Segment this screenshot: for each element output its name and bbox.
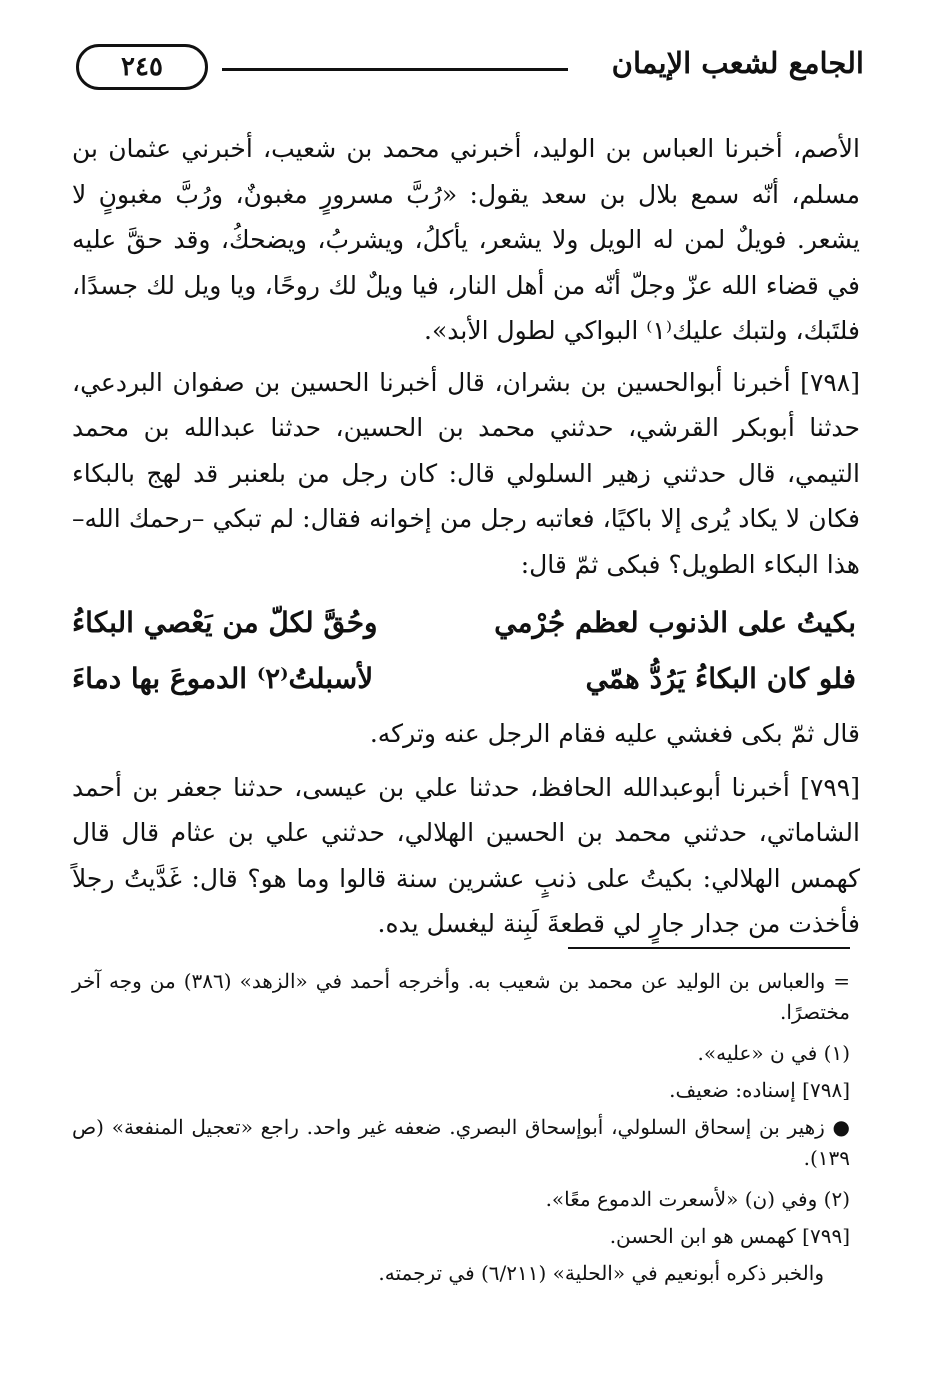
footnote-798-note: ● زهير بن إسحاق السلولي، أبوإسحاق البصري. ضعفه غير واحد. راجع «تعجيل المنفعة» (ص ١٣٩). (72, 1115, 850, 1170)
running-header (72, 40, 868, 100)
footnotes (72, 966, 850, 1299)
paragraph-continuation: الأصم، أخبرنا العباس بن الوليد، أخبرني محمد بن شعيب، أخبرني عثمان بن مسلم، أنّه سمع بلال بن سعد يقول: «رُبَّ مسرورٍ مغبونٌ، ورُبَّ مغبونٍ لا يشعر. فويلٌ لمن له الويل ولا يشعر، يأكلُ، ويشربُ، ويضحكُ، وقد حقَّ عليه في قضاء الله عزّ وجلّ أنّه من أهل النار، فيا ويلٌ لك روحًا، ويا ويل لك جسدًا، فلتَبك، ولتبك عليك⁽١⁾ البواكي لطول الأبد». (72, 134, 860, 345)
verse-1-second-hemistich: وحُقَّ لكلّ من يَعْصي البكاءُ (72, 606, 378, 639)
paragraph-798: [٧٩٨] أخبرنا أبوالحسين بن بشران، قال أخبرنا الحسين بن صفوان البردعي، حدثنا أبوبكر القرشي، حدثني محمد بن الحسين، حدثنا عبدالله بن محمد التيمي، قال حدثني زهير السلولي قال: كان رجل من بلعنبر قد لهج بالبكاء فكان لا يكاد يُرى إلا باكيًا، فعاتبه رجل من إخوانه فقال: لم تبكي –رحمك الله– هذا البكاء الطويل؟ فبكى ثمّ قال: (72, 367, 860, 579)
footnote-2: (٢) وفي (ن) «لأسعرت الدموع معًا». (545, 1187, 850, 1211)
paragraph-after-poem: قال ثمّ بكى فغشي عليه فقام الرجل عنه وتركه. (369, 719, 860, 748)
verse-1-first-hemistich: بكيتُ على الذنوب لعظم جُرْمي (494, 606, 856, 639)
page-number: ٢٤٥ (76, 44, 208, 90)
paragraph-799: [٧٩٩] أخبرنا أبوعبدالله الحافظ، حدثنا علي بن عيسى، حدثنا جعفر بن أحمد الشاماتي، حدثني محمد بن الحسين الهلالي، حدثني علي بن عثام قال قال كهمس الهلالي: بكيتُ على ذنبٍ عشرين سنة قالوا وما هو؟ قال: غَدَّيتُ رجلاً فأخذت من جدار جارٍ لي قطعةَ لَبِنة ليغسل يده. (72, 772, 860, 938)
footnote-799-note: [٧٩٩] كهمس هو ابن الحسن. (609, 1224, 850, 1248)
poem-verse-1 (72, 595, 860, 651)
header-rule (222, 68, 568, 71)
footnote-1: (١) في ن «عليه». (697, 1041, 850, 1065)
footnote-continuation: = والعباس بن الوليد عن محمد بن شعيب به. وأخرجه أحمد في «الزهد» (٣٨٦) من وجه آخر مختصرًا. (72, 969, 850, 1024)
verse-2-second-hemistich: لأسبلتُ⁽٢⁾ الدموعَ بها دماءَ (72, 662, 374, 695)
poem (72, 595, 860, 707)
footnote-separator (568, 947, 850, 949)
footnote-798-grade: [٧٩٨] إسناده: ضعيف. (669, 1078, 850, 1102)
footnote-799-source: والخبر ذكره أبونعيم في «الحلية» (٦/٢١١) في ترجمته. (378, 1261, 824, 1285)
book-title: الجامع لشعب الإيمان (611, 46, 864, 80)
poem-verse-2 (72, 651, 860, 707)
verse-2-first-hemistich: فلو كان البكاءُ يَرُدُّ همّي (585, 662, 856, 695)
main-text (72, 126, 860, 953)
